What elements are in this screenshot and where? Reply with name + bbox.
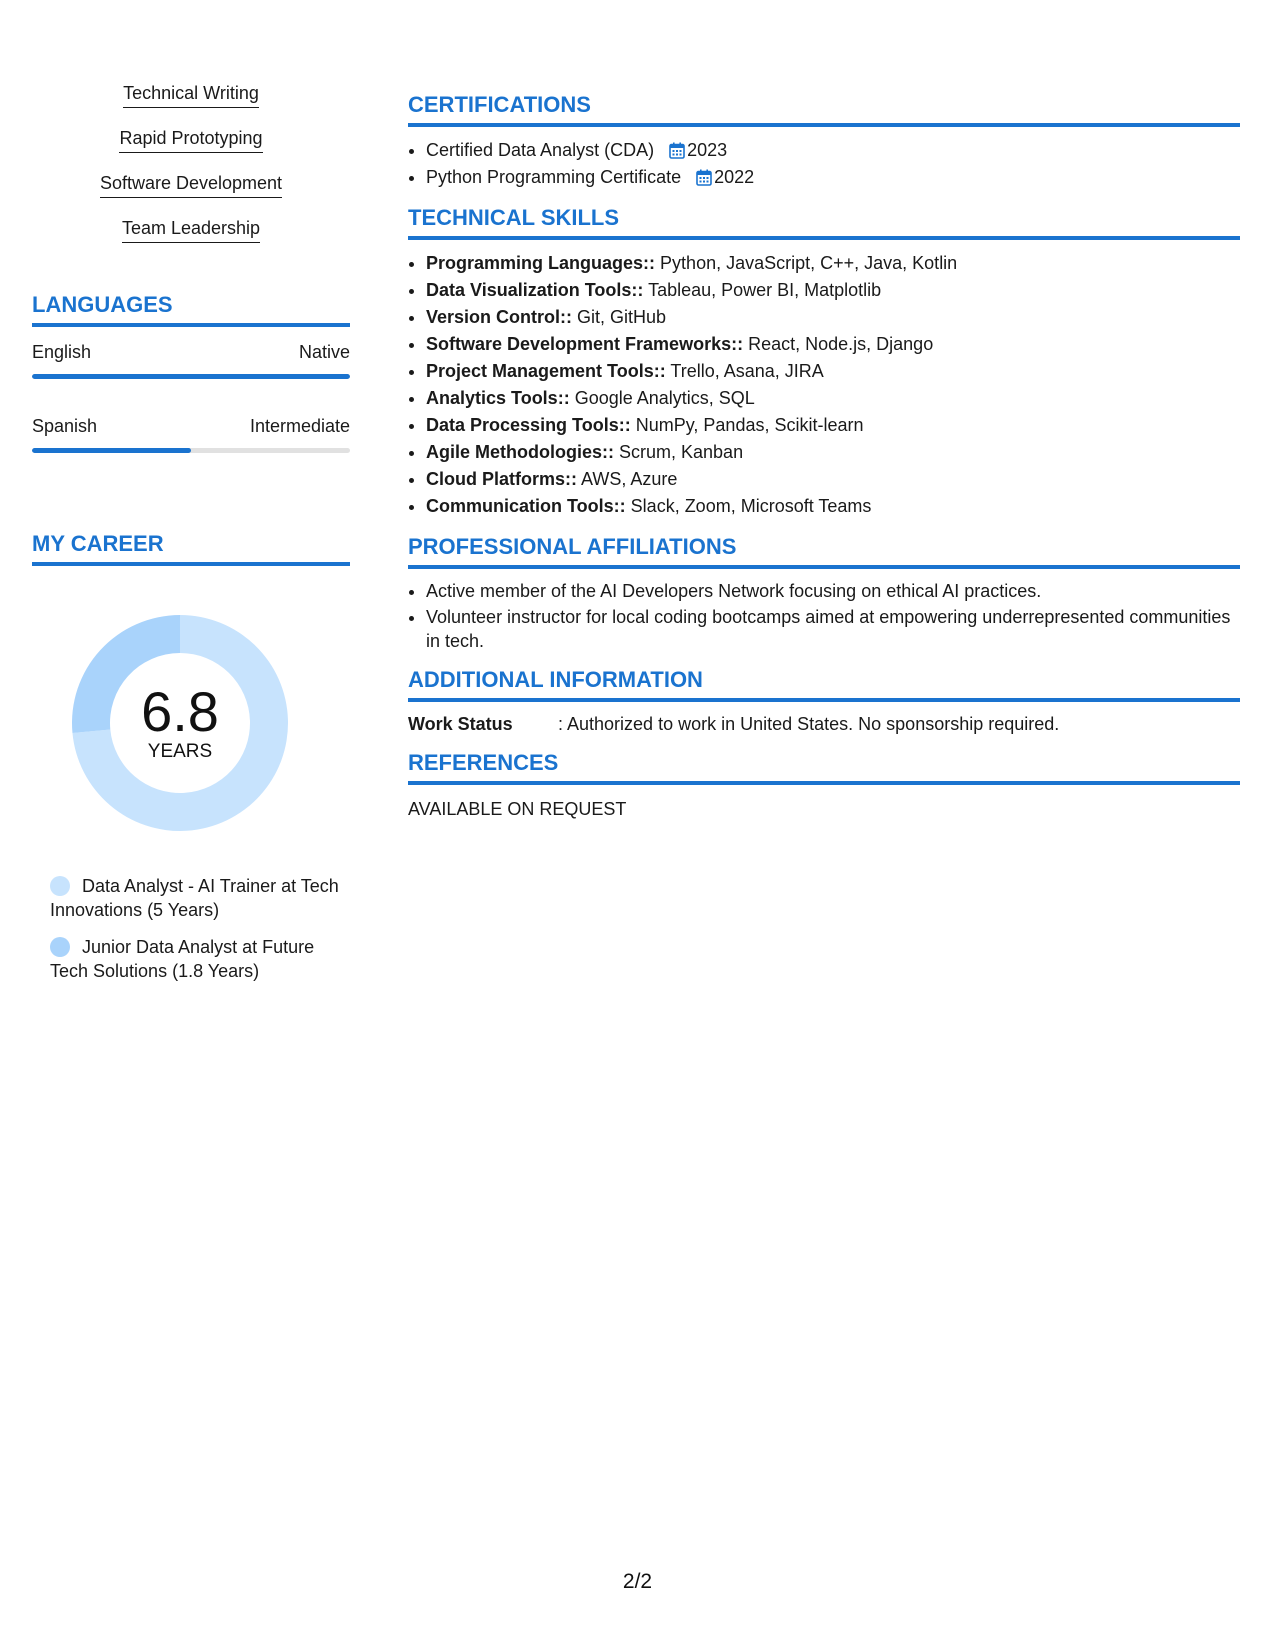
language-name: English xyxy=(32,342,92,362)
skill-label: Software Development Frameworks:: xyxy=(426,334,744,354)
left-column xyxy=(32,82,350,996)
certification-year: 2022 xyxy=(714,167,755,187)
affiliation-item: • Volunteer instructor for local coding bootcamps aimed at empowering underrepresented communities in tech. xyxy=(426,605,1240,653)
references-section xyxy=(408,750,1240,821)
skill-tag: Technical Writing xyxy=(123,82,259,108)
career-total-value: 6.8 xyxy=(141,680,219,743)
calendar-icon xyxy=(696,169,712,186)
affiliations-title: PROFESSIONAL AFFILIATIONS xyxy=(408,534,1240,569)
legend-label: Data Analyst - AI Trainer at Tech Innovations (5 Years) xyxy=(50,876,339,920)
certification-item xyxy=(426,137,1240,164)
skill-value: Slack, Zoom, Microsoft Teams xyxy=(630,496,872,516)
legend-label: Junior Data Analyst at Future Tech Solutions (1.8 Years) xyxy=(50,937,315,981)
skill-value: Scrum, Kanban xyxy=(619,442,744,462)
skill-label: Agile Methodologies:: xyxy=(426,442,614,462)
skill-item xyxy=(426,358,1240,385)
skill-value: Tableau, Power BI, Matplotlib xyxy=(648,280,882,300)
skill-value: Google Analytics, SQL xyxy=(574,388,755,408)
certifications-title: CERTIFICATIONS xyxy=(408,92,1240,127)
skill-label: Version Control:: xyxy=(426,307,573,327)
languages-title: LANGUAGES xyxy=(32,292,350,327)
career-total-unit: YEARS xyxy=(147,741,213,762)
language-proficiency-fill xyxy=(32,448,191,453)
language-proficiency-fill xyxy=(32,374,350,379)
page-number: 2/2 xyxy=(622,1570,653,1593)
skill-label: Analytics Tools:: xyxy=(426,388,570,408)
additional-info-title: ADDITIONAL INFORMATION xyxy=(408,667,1240,702)
skill-tag: Rapid Prototyping xyxy=(119,127,262,153)
language-proficiency-bar xyxy=(32,448,350,453)
skill-item xyxy=(426,331,1240,358)
language-level: Native xyxy=(298,342,350,362)
affiliation-item: • Active member of the AI Developers Network focusing on ethical AI practices. xyxy=(426,579,1240,603)
certification-item xyxy=(426,164,1240,191)
certification-name: Certified Data Analyst (CDA) xyxy=(426,140,655,160)
language-entry xyxy=(32,415,350,453)
skill-tag: Team Leadership xyxy=(122,217,260,243)
language-entry xyxy=(32,341,350,379)
skill-value: Python, JavaScript, C++, Java, Kotlin xyxy=(660,253,958,273)
skill-label: Data Processing Tools:: xyxy=(426,415,631,435)
legend-item xyxy=(50,874,340,922)
language-level: Intermediate xyxy=(249,416,350,436)
skill-item xyxy=(426,277,1240,304)
skill-value: React, Node.js, Django xyxy=(748,334,934,354)
legend-item xyxy=(50,935,340,983)
technical-skills-section xyxy=(408,205,1240,520)
skill-item xyxy=(426,466,1240,493)
additional-info-section xyxy=(408,667,1240,736)
skill-label: Programming Languages:: xyxy=(426,253,656,273)
skill-label: Data Visualization Tools:: xyxy=(426,280,644,300)
affiliations-section xyxy=(408,534,1240,653)
skill-value: Git, GitHub xyxy=(577,307,667,327)
skill-item xyxy=(426,304,1240,331)
career-title: MY CAREER xyxy=(32,531,350,566)
legend-dot xyxy=(50,937,70,957)
career-donut-chart xyxy=(65,608,295,838)
languages-section xyxy=(32,292,350,453)
certifications-section xyxy=(408,92,1240,191)
skill-item xyxy=(426,412,1240,439)
skill-tags xyxy=(32,82,350,262)
skill-tag: Software Development xyxy=(100,172,282,198)
technical-skills-title: TECHNICAL SKILLS xyxy=(408,205,1240,240)
legend-dot xyxy=(50,876,70,896)
certification-year: 2023 xyxy=(687,140,728,160)
skill-label: Cloud Platforms:: xyxy=(426,469,577,489)
references-text: AVAILABLE ON REQUEST xyxy=(408,799,627,819)
references-title: REFERENCES xyxy=(408,750,1240,785)
skill-value: NumPy, Pandas, Scikit-learn xyxy=(635,415,864,435)
work-status-label: Work Status xyxy=(408,714,513,734)
skill-value: AWS, Azure xyxy=(581,469,678,489)
certification-name: Python Programming Certificate xyxy=(426,167,682,187)
skill-label: Communication Tools:: xyxy=(426,496,626,516)
career-section xyxy=(32,531,350,983)
career-legend xyxy=(50,874,340,983)
right-column xyxy=(408,92,1240,835)
skill-item xyxy=(426,250,1240,277)
language-proficiency-bar xyxy=(32,374,350,379)
skill-item xyxy=(426,385,1240,412)
work-status-value: : Authorized to work in United States. No sponsorship required. xyxy=(558,714,1060,734)
language-name: Spanish xyxy=(32,416,98,436)
skill-item xyxy=(426,439,1240,466)
calendar-icon xyxy=(669,142,685,159)
skill-item xyxy=(426,493,1240,520)
skill-label: Project Management Tools:: xyxy=(426,361,666,381)
skill-value: Trello, Asana, JIRA xyxy=(670,361,824,381)
